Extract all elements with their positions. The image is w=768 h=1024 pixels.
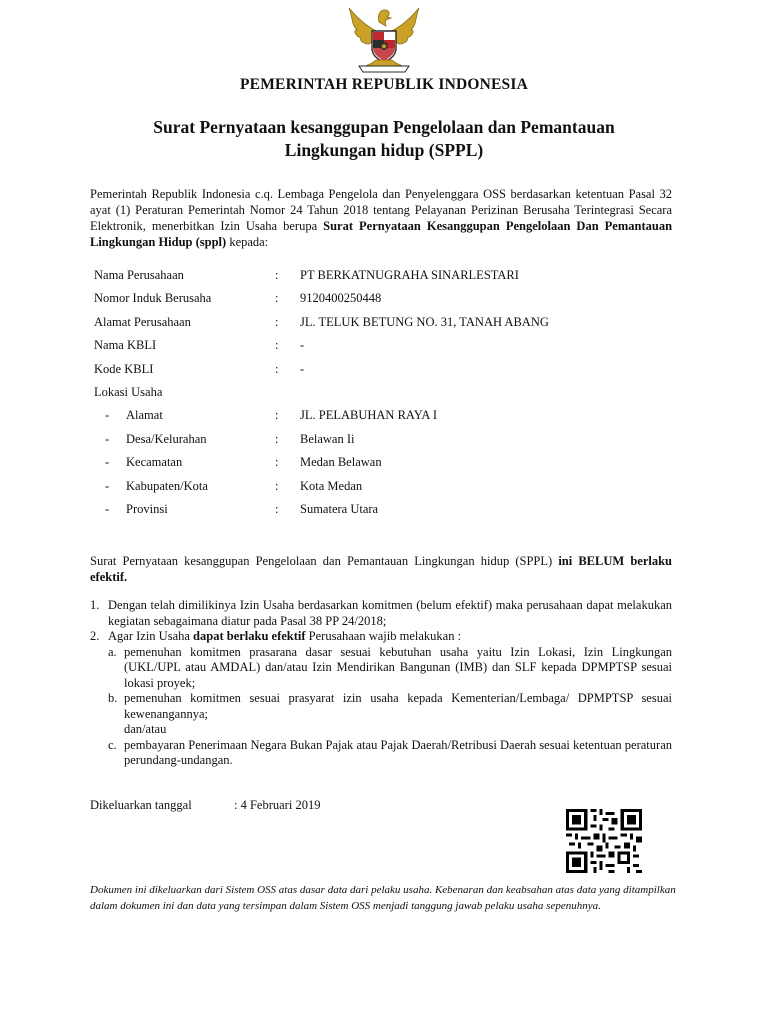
document-title [80,116,688,162]
field-value: Kota Medan [300,478,363,493]
field-row-nib [94,291,694,314]
list-number: 1. [90,598,100,612]
field-dash: - [105,431,110,446]
field-label: Nomor Induk Berusaha [94,291,212,306]
field-row-province [94,502,694,525]
list-item-1 [90,598,672,629]
list-text: Agar Izin Usaha [108,629,190,643]
field-colon: : [275,338,279,353]
field-label: Nama Perusahaan [94,268,184,282]
field-label: Kecamatan [126,455,183,470]
field-dash: - [105,501,110,516]
field-colon: : [275,501,279,516]
field-row-district [94,455,694,478]
issued-label: Dikeluarkan tanggal [90,798,192,812]
sub-item-letter: c. [108,737,117,752]
list-emphasis: dapat berlaku efektif [193,629,306,643]
sub-item-letter: a. [108,644,117,659]
field-value: - [300,338,305,353]
field-colon: : [275,291,279,306]
field-value: 9120400250448 [300,291,382,306]
field-row-location-heading [94,385,694,408]
sub-item-b [90,691,672,722]
field-row-company-address [94,315,694,338]
disclaimer-footer: Dokumen ini dikeluarkan dari Sistem OSS atas dasar data dari pelaku usaha. Kebenaran dan keabsahan atas data yang ditampilkan dalam dokumen ini dan data yang tersimpan dalam Sistem OSS menjadi tanggung jawab pelaku usaha sepenuhnya. [90,884,676,912]
government-heading: PEMERINTAH REPUBLIK INDONESIA [240,76,528,93]
field-label: Desa/Kelurahan [126,431,207,446]
field-value: - [300,361,305,376]
notice-text: Surat Pernyataan kesanggupan Pengelolaan dan Pemantauan Lingkungan hidup (SPPL) [90,554,553,568]
qr-code-icon [566,808,642,874]
sub-item-c [90,738,672,769]
field-colon: : [275,314,279,329]
sub-item-conjunction: dan/atau [124,722,167,736]
notice-status: ini BELUM berlaku efektif. [90,554,672,584]
field-row-village [94,432,694,455]
field-row-kbli-code [94,362,694,385]
field-dash: - [105,455,110,470]
field-dash: - [105,408,110,423]
sub-item-text: pembayaran Penerimaan Negara Bukan Pajak atau Pajak Daerah/Retribusi Daerah sesuai ketentuan peraturan perundang-undangan. [124,737,672,767]
field-value: Medan Belawan [300,455,382,470]
field-value: JL. TELUK BETUNG NO. 31, TANAH ABANG [300,314,549,329]
sub-item-text: pemenuhan komitmen sesuai prasyarat izin usaha kepada Kementerian/Lembaga/ DPMPTSP sesuai kewenangannya; [124,691,672,721]
field-label: Provinsi [126,501,168,516]
field-colon: : [275,478,279,493]
sub-item-text: pemenuhan komitmen prasarana dasar sesuai kebutuhan usaha yaitu Izin Lokasi, Izin Lingkungan (UKL/UPL atau AMDAL) dan/atau Izin Mendirikan Bangunan (IMB) dan SLF kepada DPMPTSP sesuai lokasi proyek; [124,644,672,690]
field-colon: : [275,431,279,446]
field-label: Lokasi Usaha [94,384,163,399]
field-label: Alamat Perusahaan [94,314,191,329]
field-row-company-name [94,268,694,291]
document-title-line2: Lingkungan hidup (SPPL) [284,140,484,160]
company-fields [94,268,694,525]
field-row-city [94,479,694,502]
field-colon: : [275,408,279,423]
field-value: JL. PELABUHAN RAYA I [300,408,438,423]
status-notice [90,553,672,585]
list-item-2 [90,629,672,645]
field-label: Kode KBLI [94,361,154,376]
field-row-address [94,408,694,431]
list-text: Perusahaan wajib melakukan : [308,629,462,643]
field-colon: : [275,361,279,376]
garuda-emblem-icon [341,4,427,74]
list-number: 2. [90,629,100,643]
issued-date [90,798,321,813]
field-value: Belawan Ii [300,431,355,446]
sub-item-a [90,645,672,692]
intro-permit-name: Surat Pernyataan Kesanggupan Pengelolaan Dan Pemantauan Lingkungan Hidup (sppl) [90,219,673,249]
field-colon: : [275,268,279,282]
field-row-kbli-name [94,338,694,361]
field-dash: - [105,478,110,493]
obligations-list [90,598,672,769]
intro-text: Pemerintah Republik Indonesia c.q. Lembaga Pengelola dan Penyelenggara OSS berdasarkan ketentuan Pasal 32 ayat (1) Peraturan Pemerintah Nomor 24 Tahun 2018 tentang Pelayanan Perizinan Berusaha Terintegrasi Secara Elektronik, menerbitkan Izin Usaha berupa [90,187,672,233]
sub-item-letter: b. [108,691,118,705]
field-value: Sumatera Utara [300,501,379,516]
issued-value: : 4 Februari 2019 [234,798,321,812]
intro-paragraph [90,186,672,250]
document-title-line1: Surat Pernyataan kesanggupan Pengelolaan dan Pemantauan [153,117,615,137]
intro-tail: kepada: [229,235,269,249]
field-label: Kabupaten/Kota [126,478,208,493]
field-value: PT BERKATNUGRAHA SINARLESTARI [300,268,519,282]
field-label: Nama KBLI [94,338,157,353]
field-colon: : [275,455,279,470]
field-label: Alamat [126,408,163,423]
list-text: Dengan telah dimilikinya Izin Usaha berdasarkan komitmen (belum efektif) maka perusahaan dapat melakukan kegiatan sebagaimana diatur pada Pasal 38 PP 24/2018; [108,598,672,628]
